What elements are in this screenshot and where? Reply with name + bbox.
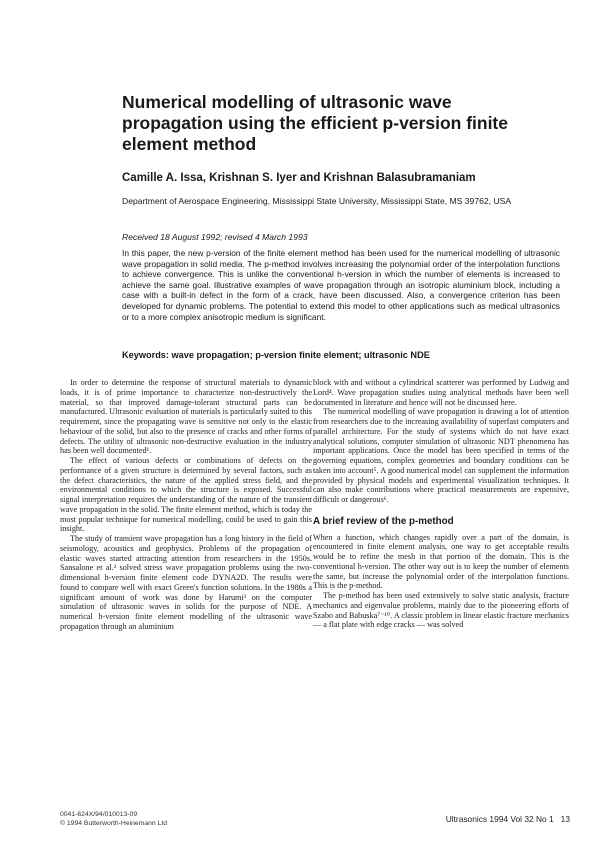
body-paragraph: The numerical modelling of wave propagation is drawing a lot of attention from researchers due to the increasing availability of superfast computers and parallel architecture. For the study of systems which do not have exact analytical solutions, computer simulation of ultrasonic NDT phenomena has important applications. Once the model has been specified in terms of the governing equations, complex geometries and boundary conditions can be taken into account⁵. A good numerical model can supplement the information provided by physical models and experimental visualization techniques. It can also make contributions where practical measurements are expensive, difficult or dangerous⁶. bbox=[313, 407, 569, 504]
body-paragraph: block with and without a cylindrical scatterer was performed by Ludwig and Lord⁴. Wave propagation studies using analytical methods have been well documented in literature and hence will not be discussed here. bbox=[313, 378, 569, 407]
received-dates: Received 18 August 1992; revised 4 March 1993 bbox=[122, 232, 308, 242]
copyright-notice: © 1994 Butterworth-Heinemann Ltd bbox=[60, 820, 168, 827]
abstract: In this paper, the new p-version of the finite element method has been used for the numerical modelling of ultrasonic wave propagation in solid media. The p-method involves increasing the polynomial order of the interpolation functions to achieve convergence. This is unlike the conventional h-version in which the number of elements is increased to achieve the same goal. Illustrative examples of wave propagation through an isotropic aluminium block, including a case with a built-in defect in the form of a crack, have been discussed. Also, a convergence criterion has been developed for dynamic problems. The potential to extend this model to other applications such as medical ultrasonics or to a more complex anisotropic medium is significant. bbox=[122, 248, 560, 322]
body-column-right bbox=[313, 378, 569, 630]
body-column-left bbox=[60, 378, 312, 632]
author-list: Camille A. Issa, Krishnan S. Iyer and Krishnan Balasubramaniam bbox=[122, 172, 476, 184]
affiliation: Department of Aerospace Engineering, Mississippi State University, Mississippi State, MS 39762, USA bbox=[122, 196, 512, 206]
body-paragraph: The p-method has been used extensively to solve static analysis, fracture mechanics and eigenvalue problems, mainly due to the pioneering efforts of Szabo and Babuska⁷⁻¹⁰. A classic problem in linear elastic fracture mechanics — a flat plate with edge cracks — was solved bbox=[313, 591, 569, 630]
keywords: Keywords: wave propagation; p-version finite element; ultrasonic NDE bbox=[122, 350, 430, 360]
body-paragraph: The study of transient wave propagation has a long history in the field of seismology, acoustics and geophysics. Problems of the propagation of elastic waves started attracting attention from researchers in the 1950s. Sansalone et al.² solved stress wave propagation problems using the two-dimensional h-version finite element code DYNA2D. The results were found to compare well with exact Green's function solutions. In the 1980s a significant amount of work was done by Harumi³ on the computer simulation of ultrasonic waves in solids for the purpose of NDE. A numerical h-version finite element modelling of the ultrasonic wave propagation through an aluminium bbox=[60, 534, 312, 631]
issn-code: 0041-624X/94/010013-09 bbox=[60, 811, 138, 818]
body-paragraph: When a function, which changes rapidly over a part of the domain, is encountered in finite element analysis, one way to get acceptable results would be to refine the mesh in that portion of the domain. This is the conventional h-version. The other way out is to keep the number of elements the same, but increase the polynomial order of the interpolation functions. This is the p-method. bbox=[313, 532, 569, 591]
section-heading: A brief review of the p-method bbox=[313, 515, 454, 527]
article-title: Numerical modelling of ultrasonic wave propagation using the efficient p-version finite element method bbox=[122, 92, 508, 154]
body-paragraph: The effect of various defects or combinations of defects on the performance of a given structure is determined by several factors, such as the defect characteristics, the nature of the applied stress field, and the environmental conditions to which the structure is exposed. Successful signal interpretation requires the understanding of the nature of the transient wave propagation in the solid. The finite element method, which is today the most popular technique for numerical modelling, could be used to gain this insight. bbox=[60, 456, 312, 534]
footer-publisher-info bbox=[60, 810, 320, 828]
body-paragraph: In order to determine the response of structural materials to dynamic loads, it is of prime importance to characterize non-destructively the material, so that improved damage-tolerant structural parts can be manufactured. Ultrasonic evaluation of materials is particularly suited to this requirement, since the propagating wave is sensitive not only to the elastic behaviour of the solid, but also to the presence of cracks and other forms of defects. The utility of ultrasonic non-destructive evaluation in the industry has been well documented¹. bbox=[60, 378, 312, 456]
journal-citation: Ultrasonics 1994 Vol 32 No 1 13 bbox=[445, 814, 570, 824]
